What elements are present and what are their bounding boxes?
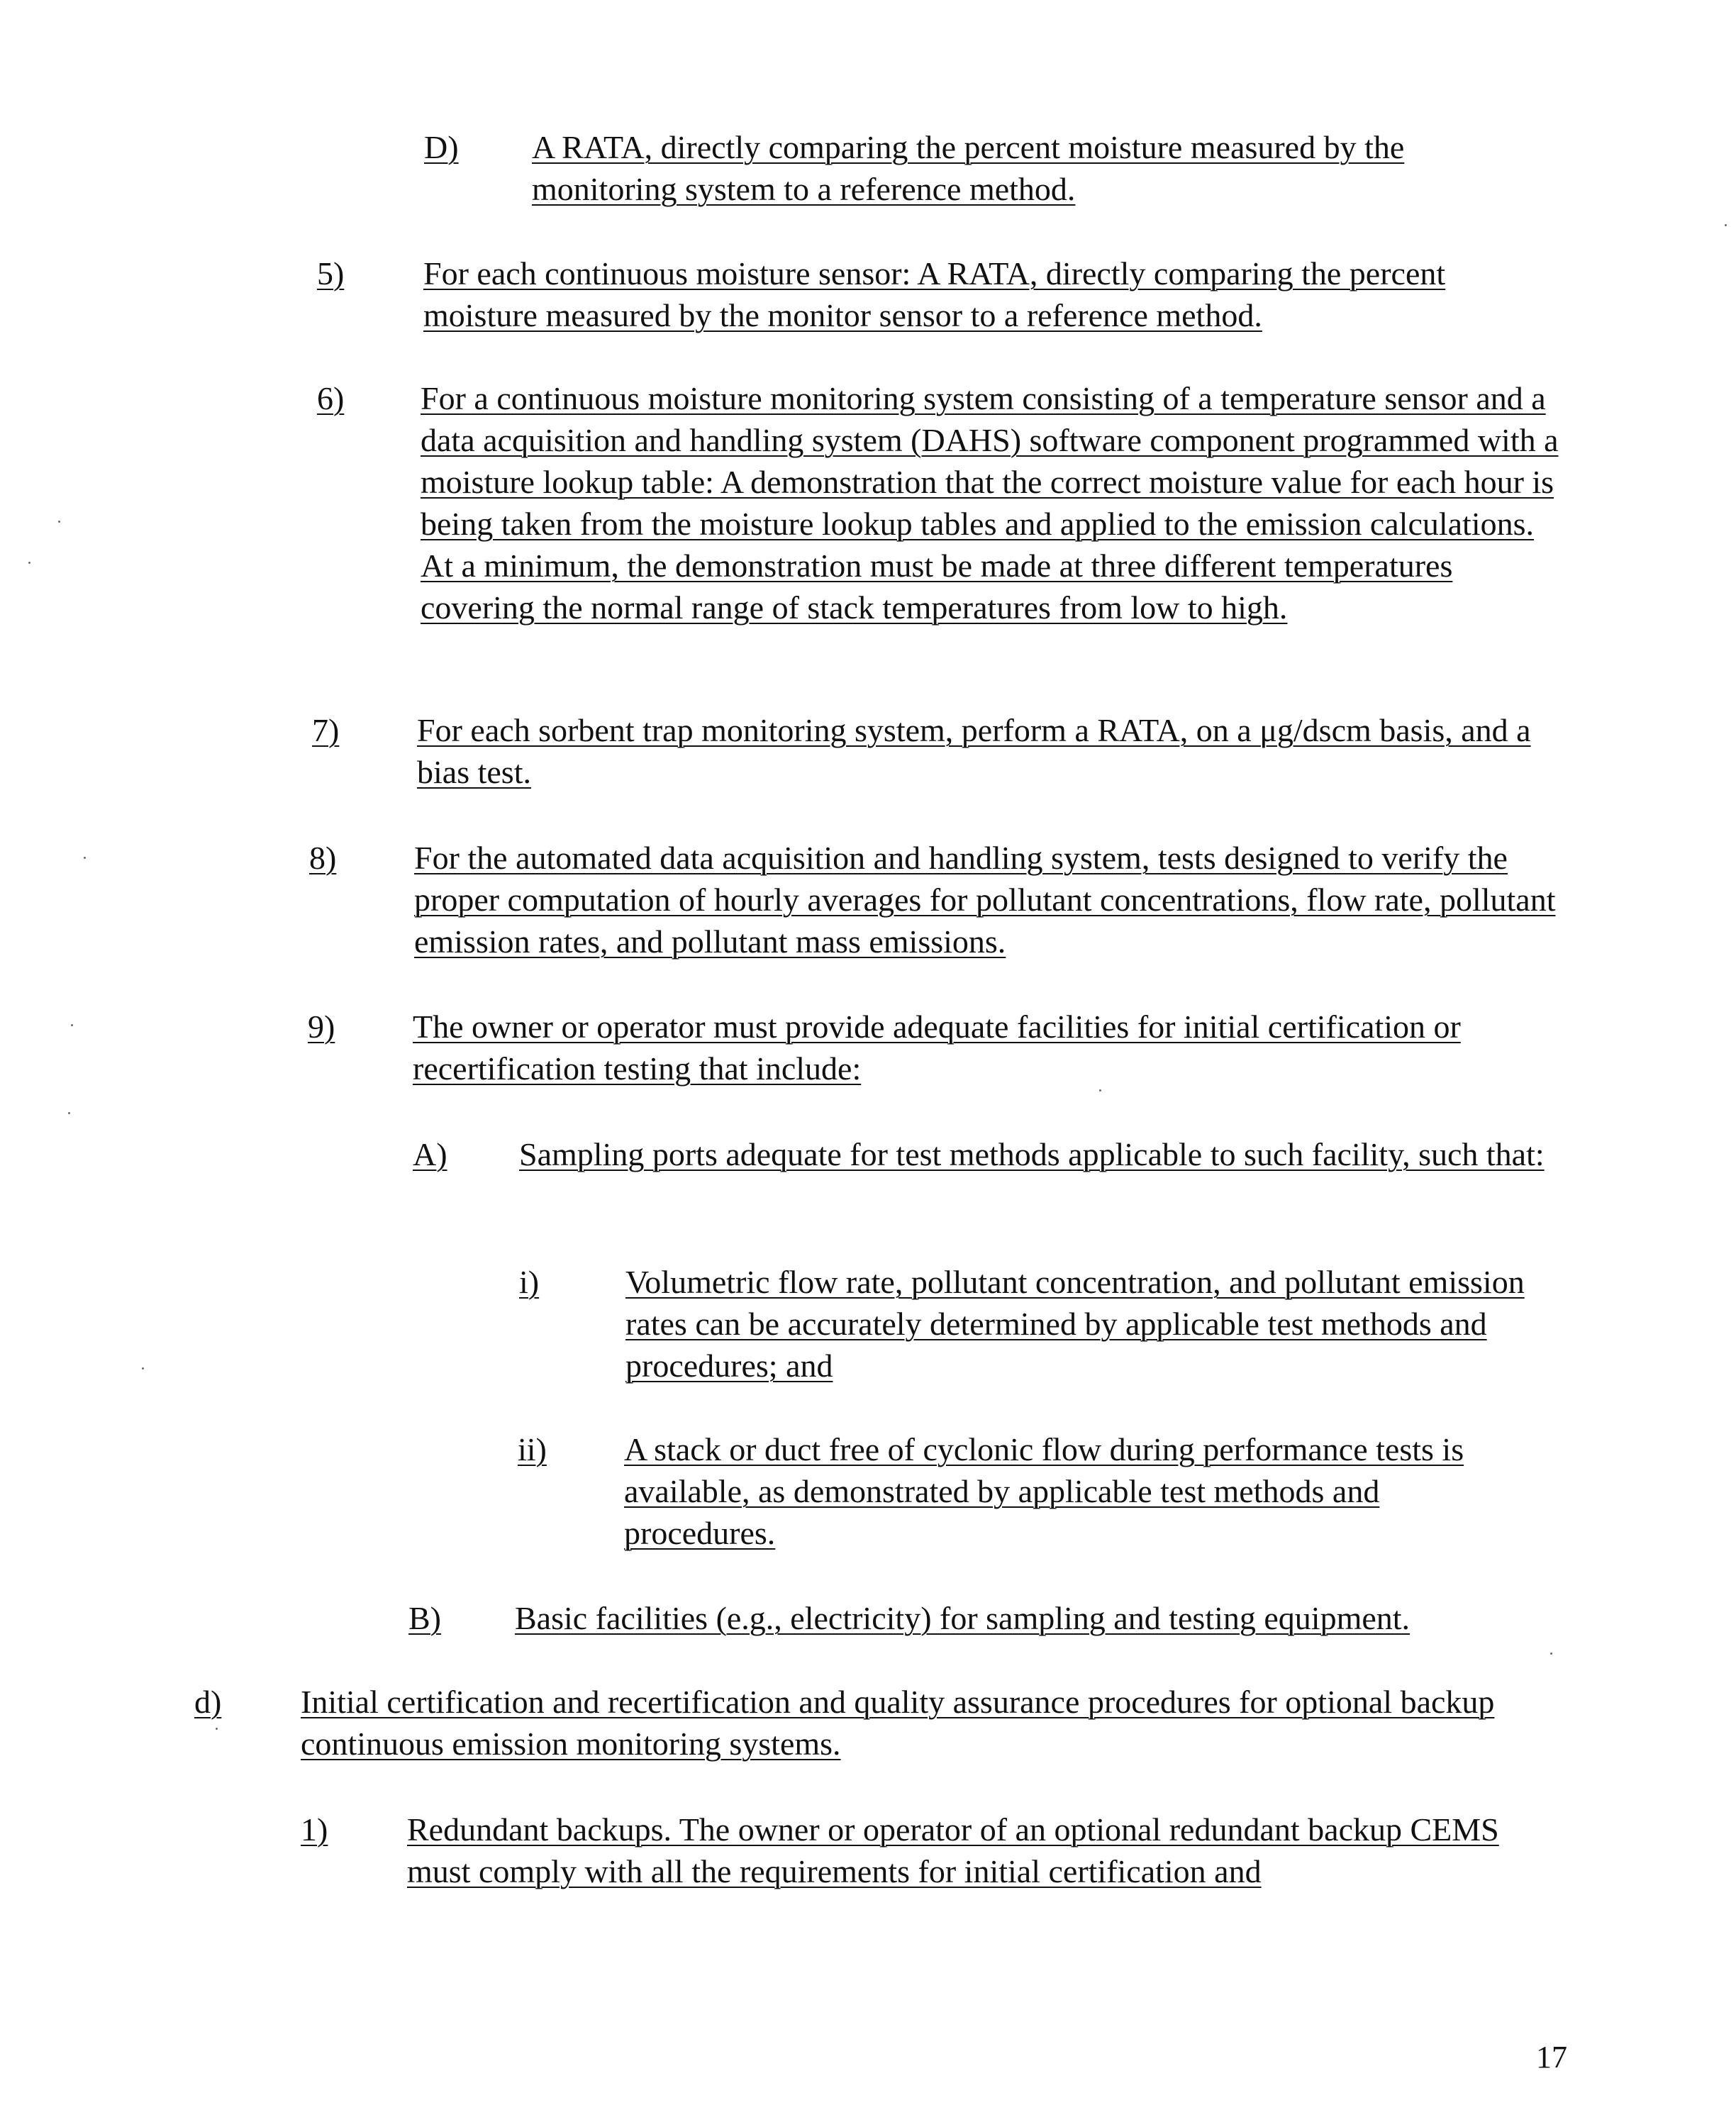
- item-text: The owner or operator must provide adequate facilities for initial certification or recertification testing that include:: [413, 1009, 1461, 1087]
- item-text: A stack or duct free of cyclonic flow during performance tests is available, as demonstrated by applicable test methods and procedures.: [624, 1431, 1464, 1551]
- scan-speck: [216, 1728, 218, 1730]
- item-label: 5): [317, 255, 345, 291]
- item-label: B): [408, 1600, 441, 1636]
- list-item-7: [312, 709, 1567, 793]
- scan-speck: [71, 1024, 73, 1026]
- item-label: i): [519, 1264, 540, 1300]
- list-item-1: [301, 1809, 1499, 1892]
- list-item-5: [317, 252, 1565, 336]
- item-text: For the automated data acquisition and handling system, tests designed to verify the proper computation of hourly averages for pollutant concentrations, flow rate, pollutant emission rates, and pollutant mass emissions.: [414, 840, 1556, 960]
- list-item-6: [317, 377, 1572, 628]
- item-label: A): [413, 1136, 447, 1172]
- scan-speck: [1099, 1089, 1101, 1091]
- list-item-9: [308, 1006, 1570, 1089]
- item-text: Basic facilities (e.g., electricity) for sampling and testing equipment.: [515, 1600, 1410, 1636]
- item-text: For a continuous moisture monitoring system consisting of a temperature sensor and a data acquisition and handling system (DAHS) software component programmed with a moisture lookup table: A demonstration that the correct moisture value for each hour is being taken from the moisture lookup tables and applied to the emission calculations. At a minimum, the demonstration must be made at three different temperatures covering the normal range of stack temperatures from low to high.: [421, 380, 1559, 626]
- item-text: Initial certification and recertification and quality assurance procedures for optional backup continuous emission monitoring systems.: [301, 1684, 1495, 1762]
- page-number: 17: [1536, 2040, 1567, 2074]
- item-label: d): [194, 1684, 222, 1720]
- item-text: For each sorbent trap monitoring system, perform a RATA, on a μg/dscm basis, and a bias test.: [417, 712, 1531, 790]
- scan-speck: [28, 562, 30, 564]
- item-label: 7): [312, 712, 340, 748]
- item-label: 6): [317, 380, 345, 416]
- list-item-A: [413, 1133, 1590, 1175]
- list-item-8: [309, 837, 1579, 962]
- item-text: Redundant backups. The owner or operator of an optional redundant backup CEMS must comply with all the requirements for initial certification and: [407, 1811, 1499, 1889]
- scan-speck: [142, 1367, 144, 1370]
- list-item-B: [408, 1597, 1515, 1639]
- item-label: ii): [518, 1431, 547, 1467]
- item-label: 9): [308, 1009, 335, 1045]
- item-text: A RATA, directly comparing the percent moisture measured by the monitoring system to a reference method.: [532, 129, 1405, 207]
- list-item-D: [424, 126, 1509, 210]
- scan-speck: [58, 521, 60, 523]
- item-text: For each continuous moisture sensor: A RATA, directly comparing the percent moisture measured by the monitor sensor to a reference method.: [423, 255, 1446, 333]
- item-text: Sampling ports adequate for test methods applicable to such facility, such that:: [519, 1136, 1545, 1172]
- list-item-ii: [518, 1428, 1539, 1554]
- scan-speck: [68, 1112, 70, 1114]
- scan-speck: [1550, 1652, 1552, 1655]
- item-text: Volumetric flow rate, pollutant concentration, and pollutant emission rates can be accurately determined by applicable test methods and procedures; and: [625, 1264, 1525, 1384]
- list-item-d: [194, 1681, 1577, 1765]
- scan-speck: [84, 857, 86, 859]
- list-item-i: [519, 1261, 1526, 1387]
- item-label: 1): [301, 1811, 328, 1848]
- scan-speck: [1725, 224, 1727, 226]
- item-label: 8): [309, 840, 337, 876]
- item-label: D): [424, 129, 459, 165]
